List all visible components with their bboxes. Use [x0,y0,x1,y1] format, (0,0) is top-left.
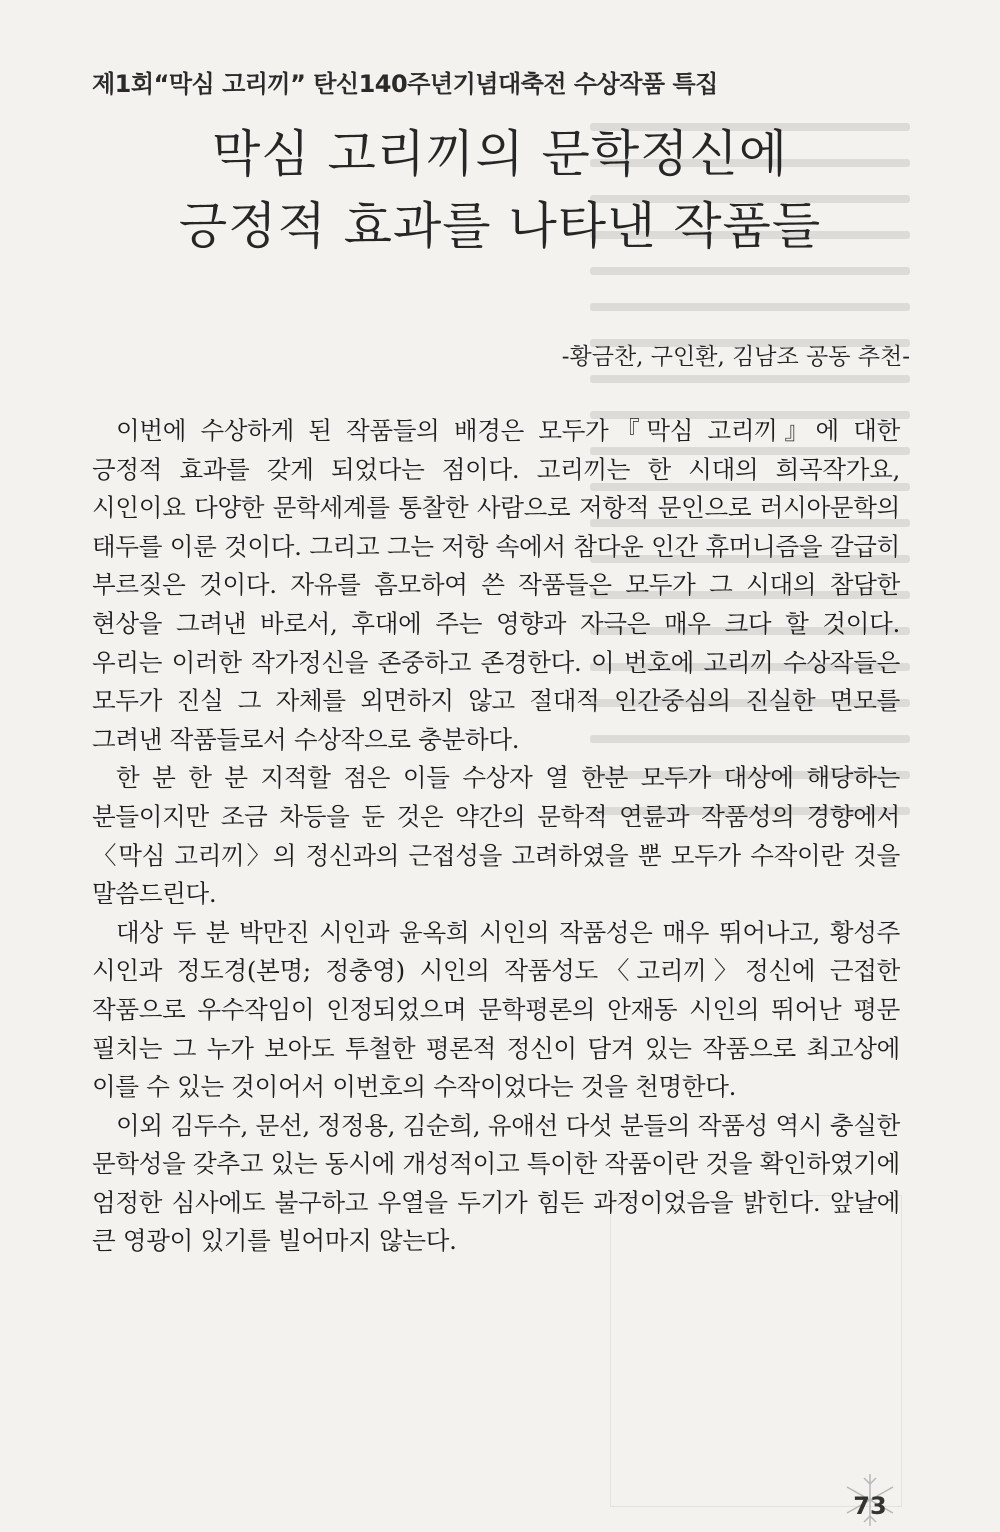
paragraph: 이번에 수상하게 된 작품들의 배경은 모두가『막심 고리끼』에 대한 긍정적 효과를 갖게 되었다는 점이다. 고리끼는 한 시대의 희곡작가요, 시인이요 다양한 문학세계를 통찰한 사람으로 저항적 문인으로 러시아문학의 태두를 이룬 것이다. 그리고 그는 저항 속에서 참다운 인간 휴머니즘을 갈급히 부르짖은 것이다. 자유를 흠모하여 쓴 작품들은 모두가 그 시대의 참담한 현상을 그려낸 바로서, 후대에 주는 영향과 자극은 매우 크다 할 것이다. 우리는 이러한 작가정신을 존중하고 존경한다. 이 번호에 고리끼 수상작들은 모두가 진실 그 자체를 외면하지 않고 절대적 인간중심의 진실한 면모를 그려낸 작품들로서 수상작으로 충분하다. [92,416,900,754]
series-header: 제1회“막심 고리끼” 탄신140주년기념대축전 수상작품 특집 [92,70,718,98]
page-number: 73 [853,1492,887,1520]
paragraph: 한 분 한 분 지적할 점은 이들 수상자 열 한분 모두가 대상에 해당하는 분들이지만 조금 차등을 둔 것은 약간의 문학적 연륜과 작품성의 경향에서〈막심 고리끼〉의 정신과의 근접성을 고려하였을 뿐 모두가 수작이란 것을 말씀드린다. [92,763,900,909]
article-body [92,412,900,1261]
recommenders-line: -황금찬, 구인환, 김남조 공동 추천- [561,344,910,370]
paragraph: 이외 김두수, 문선, 정정용, 김순희, 유애선 다섯 분들의 작품성 역시 충실한 문학성을 갖추고 있는 동시에 개성적이고 특이한 작품이란 것을 확인하였기에 엄정한 심사에도 불구하고 우열을 두기가 힘든 과정이었음을 밝힌다. 앞날에 큰 영광이 있기를 빌어마지 않는다. [92,1110,900,1256]
paragraph: 대상 두 분 박만진 시인과 윤옥희 시인의 작품성은 매우 뛰어나고, 황성주 시인과 정도경(본명; 정충영) 시인의 작품성도〈고리끼〉정신에 근접한 작품으로 우수작임이 인정되었으며 문학평론의 안재동 시인의 뛰어난 평문 필치는 그 누가 보아도 투철한 평론적 정신이 담겨 있는 작품으로 최고상에 이를 수 있는 것이어서 이번호의 수작이었다는 것을 천명한다. [92,917,900,1102]
article-title [0,118,1000,262]
title-line-1: 막심 고리끼의 문학정신에 [211,125,789,183]
title-line-2: 긍정적 효과를 나타낸 작품들 [178,197,822,255]
